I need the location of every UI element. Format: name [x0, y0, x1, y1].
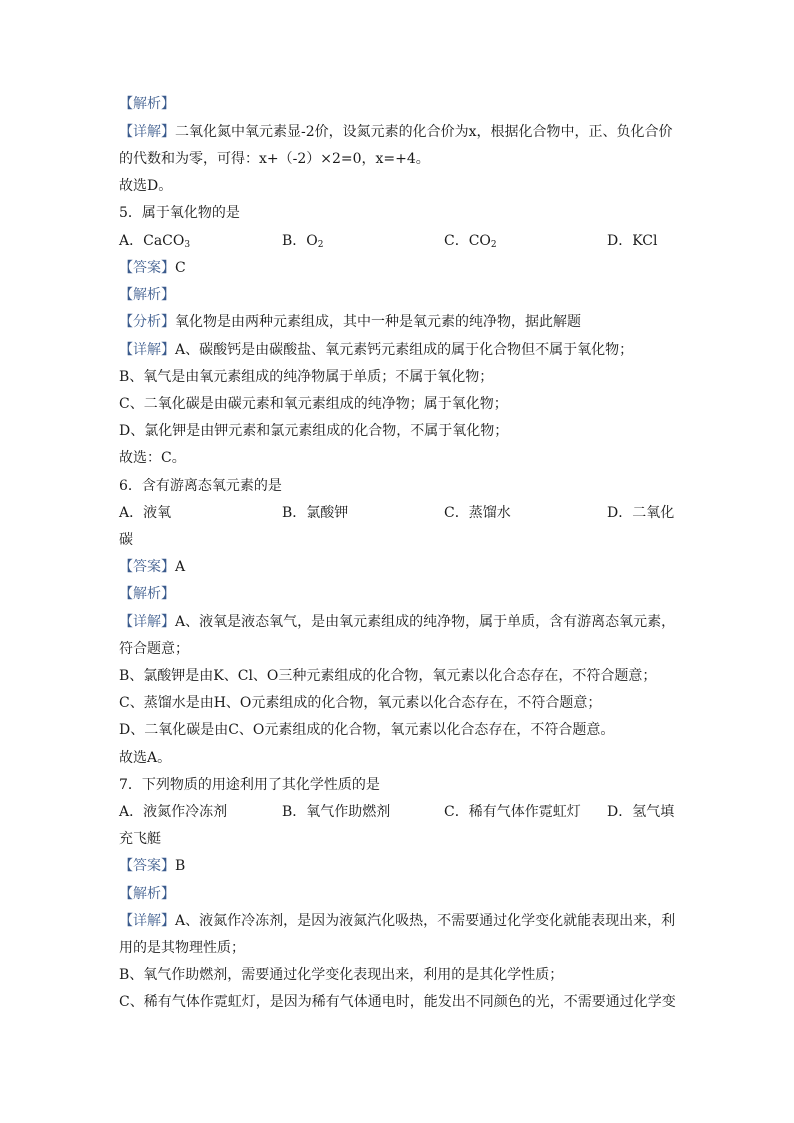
detail-line: D、二氧化碳是由C、O元素组成的化合物，氧元素以化合态存在，不符合题意。 [119, 722, 615, 738]
conclusion: 故选A。 [119, 750, 172, 766]
detail-line: C、二氧化碳是由碳元素和氧元素组成的纯净物；属于氧化物； [119, 396, 508, 412]
detail-line: C、稀有气体作霓虹灯，是因为稀有气体通电时，能发出不同颜色的光，不需要通过化学变 [119, 994, 676, 1010]
question-stem: 5．属于氧化物的是 [119, 205, 240, 221]
option-b [282, 231, 324, 255]
option-b-subscript: 2 [317, 240, 324, 250]
analysis-line [119, 312, 581, 332]
option-d: D．KCl [607, 233, 658, 249]
detail-line: 符合题意； [119, 641, 189, 657]
answer-value: C [175, 260, 186, 276]
option-a: A．液氧 [119, 505, 172, 521]
analysis-tag: 【解析】 [119, 96, 175, 112]
answer-line [119, 557, 185, 577]
question-stem: 7．下列物质的用途利用了其化学性质的是 [119, 777, 380, 793]
detail-line [119, 612, 675, 632]
option-d: D．氢气填 [607, 804, 675, 820]
option-d: D．二氧化 [607, 505, 675, 521]
detail-line [119, 911, 675, 931]
option-c [444, 231, 497, 255]
detail-line: B、氯酸钾是由K、Cl、O三种元素组成的化合物，氧元素以化合态存在，不符合题意； [119, 668, 657, 684]
detail-line: B、氧气作助燃剂，需要通过化学变化表现出来，利用的是其化学性质； [119, 967, 564, 983]
detail-text: A、液氧是液态氧气，是由氧元素组成的纯净物，属于单质，含有游离态氧元素， [175, 614, 676, 630]
analysis-text: 氧化物是由两种元素组成，其中一种是氧元素的纯净物，据此解题 [175, 314, 581, 330]
option-b: B．氧气作助燃剂 [282, 804, 391, 820]
detail-tag: 【详解】 [119, 913, 175, 929]
detail-tag: 【详解】 [119, 614, 175, 630]
detail-tag: 【详解】 [119, 342, 175, 358]
option-a: A．液氮作冷冻剂 [119, 804, 228, 820]
detail-text: 二氧化氮中氧元素显-2价，设氮元素的化合价为x，根据化合物中，正、负化合价 [175, 124, 673, 140]
answer-value: A [175, 559, 186, 575]
option-b: B．氯酸钾 [282, 505, 349, 521]
detail-line: B、氧气是由氧元素组成的纯净物属于单质；不属于氧化物； [119, 369, 494, 385]
option-c-subscript: 2 [490, 240, 497, 250]
analysis-head-tag: 【分析】 [119, 314, 175, 330]
question-stem: 6．含有游离态氧元素的是 [119, 478, 282, 494]
detail-line: D、氯化钾是由钾元素和氯元素组成的化合物，不属于氧化物； [119, 423, 509, 439]
detail-line: 用的是其物理性质； [119, 940, 245, 956]
option-a-text: A．CaCO [119, 233, 185, 249]
option-c: C．蒸馏水 [444, 505, 511, 521]
answer-line [119, 856, 185, 876]
option-b-text: B．O [282, 233, 318, 249]
option-a [119, 231, 190, 255]
answer-value: B [175, 858, 186, 874]
conclusion: 故选：C。 [119, 450, 186, 466]
detail-text: A、液氮作冷冻剂，是因为液氮汽化吸热，不需要通过化学变化就能表现出来，利 [175, 913, 676, 929]
option-c-text: C．CO [444, 233, 491, 249]
answer-tag: 【答案】 [119, 858, 175, 874]
answer-tag: 【答案】 [119, 559, 175, 575]
conclusion: 故选D。 [119, 178, 173, 194]
detail-line [119, 340, 633, 360]
option-d-wrap: 碳 [119, 532, 133, 548]
analysis-tag: 【解析】 [119, 586, 175, 602]
detail-line: 的代数和为零，可得：x+（-2）×2=0，x=+4。 [119, 151, 430, 167]
detail-line [119, 122, 673, 142]
detail-tag: 【详解】 [119, 124, 175, 140]
detail-text: A、碳酸钙是由碳酸盐、氧元素钙元素组成的属于化合物但不属于氧化物； [175, 342, 634, 358]
option-c: C．稀有气体作霓虹灯 [444, 804, 581, 820]
answer-tag: 【答案】 [119, 260, 175, 276]
option-a-subscript: 3 [184, 240, 191, 250]
analysis-tag: 【解析】 [119, 886, 175, 902]
detail-line: C、蒸馏水是由H、O元素组成的化合物，氧元素以化合态存在，不符合题意； [119, 695, 602, 711]
answer-line [119, 258, 186, 278]
option-d-wrap: 充飞艇 [119, 831, 161, 847]
analysis-tag: 【解析】 [119, 287, 175, 303]
